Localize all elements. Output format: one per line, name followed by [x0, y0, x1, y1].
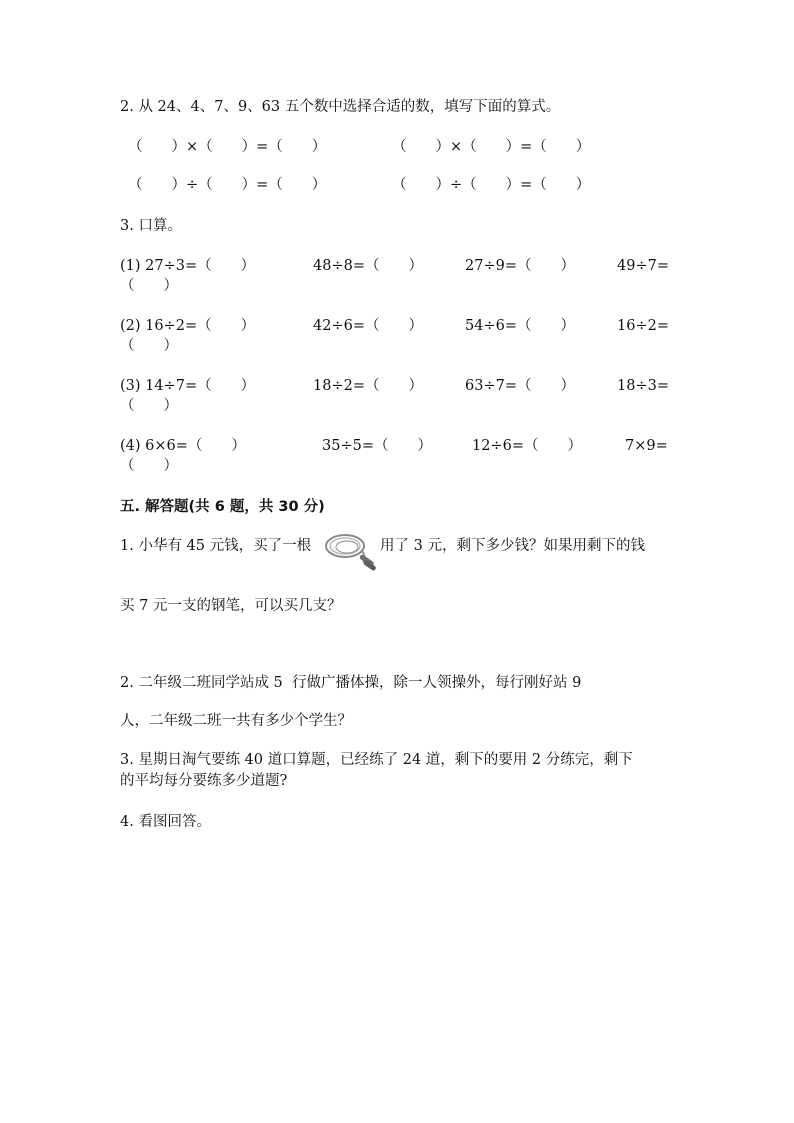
p3-text-b: 的平均每分要练多少道题?	[120, 773, 288, 789]
q3-item-1-cont: （ ）	[120, 278, 178, 294]
q3-item-2-3: 54÷6=（ ）	[465, 318, 575, 334]
q2-blank-row2-right: （ ）÷（ ）=（ ）	[392, 177, 591, 193]
p3-text-a: 3. 星期日淘气要练 40 道口算题，已经练了 24 道，剩下的要用 2 分练完，剩下	[120, 752, 633, 768]
q3-item-2-2: 42÷6=（ ）	[313, 318, 423, 334]
q3-item-3-2: 18÷2=（ ）	[313, 378, 423, 394]
q3-item-1-2: 48÷8=（ ）	[313, 258, 423, 274]
p4-text: 4. 看图回答。	[120, 814, 211, 830]
p2-text-b: 人，二年级二班一共有多少个学生？	[120, 713, 352, 729]
q3-item-4-cont: （ ）	[120, 458, 178, 474]
q2-title: 2. 从 24、4、7、9、63 五个数中选择合适的数，填写下面的算式。	[120, 99, 561, 115]
q3-item-2-1: (2) 16÷2=（ ）	[120, 318, 256, 334]
q3-item-4-3: 12÷6=（ ）	[472, 438, 582, 454]
p1-text-c: 买 7 元一支的钢笔，可以买几支？	[120, 598, 342, 614]
section5-heading: 五. 解答题(共 6 题，共 30 分)	[120, 499, 325, 515]
q3-title: 3. 口算。	[120, 218, 182, 234]
q3-item-1-1: (1) 27÷3=（ ）	[120, 258, 256, 274]
q3-item-1-4: 49÷7=	[617, 258, 669, 274]
q3-item-3-4: 18÷3=	[617, 378, 669, 394]
p1-text-a: 1. 小华有 45 元钱，买了一根	[120, 538, 312, 554]
q3-item-2-4: 16÷2=	[617, 318, 669, 334]
q3-item-4-2: 35÷5=（ ）	[322, 438, 432, 454]
q3-item-2-cont: （ ）	[120, 338, 178, 354]
q2-blank-row1-left: （ ）×（ ）=（ ）	[128, 139, 327, 155]
q3-item-3-3: 63÷7=（ ）	[465, 378, 575, 394]
q2-blank-row1-right: （ ）×（ ）=（ ）	[392, 139, 591, 155]
q3-item-1-3: 27÷9=（ ）	[465, 258, 575, 274]
p2-text-a: 2. 二年级二班同学站成 5 行做广播体操，除一人领操外，每行刚好站 9	[120, 675, 582, 691]
q2-blank-row2-left: （ ）÷（ ）=（ ）	[128, 177, 327, 193]
q3-item-4-4: 7×9=	[625, 438, 668, 454]
q3-item-3-cont: （ ）	[120, 398, 178, 414]
q3-item-3-1: (3) 14÷7=（ ）	[120, 378, 256, 394]
jump-rope-icon	[323, 530, 379, 572]
q3-item-4-1: (4) 6×6=（ ）	[120, 438, 246, 454]
p1-text-b: 用了 3 元，剩下多少钱？如果用剩下的钱	[380, 538, 645, 554]
